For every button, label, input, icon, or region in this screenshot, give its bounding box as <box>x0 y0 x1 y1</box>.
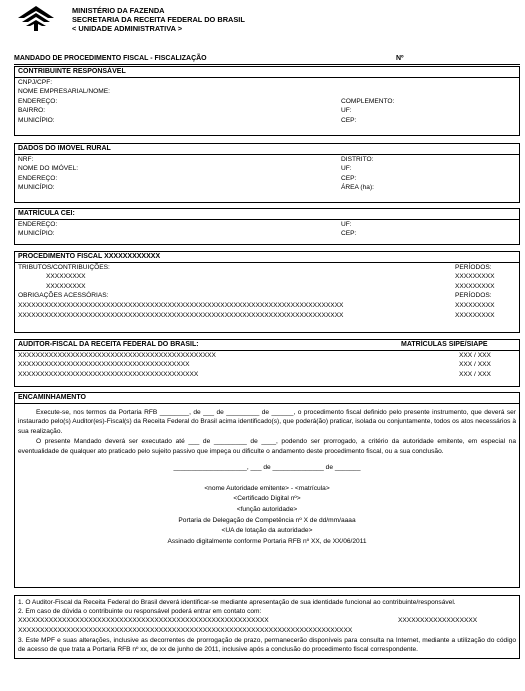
signature-digital-note: Assinado digitalmente conforme Portaria RFB nº XX, de XX/06/2011 <box>167 537 367 545</box>
auditor-2: XXXXXXXXXXXXXXXXXXXXXXXXXXXXXXXXXXXXXXX <box>18 361 190 369</box>
imovel-rural-section <box>14 143 520 203</box>
header-text <box>72 6 245 34</box>
notas-section <box>14 595 520 659</box>
distrito-label: DISTRITO: <box>341 155 374 163</box>
contato-1: XXXXXXXXXXXXXXXXXXXXXXXXXXXXXXXXXXXXXXXXXXXXXXXXXXXXXXXXX <box>18 616 269 624</box>
matricula-1: XXX / XXX <box>459 351 491 359</box>
procedimento-title: PROCEDIMENTO FISCAL XXXXXXXXXXXX <box>15 253 519 263</box>
mandado-numero-label: Nº <box>396 55 404 62</box>
procedimento-fiscal-section <box>14 251 520 333</box>
nota-2: 2. Em caso de dúvida o contribuinte ou responsável poderá entrar em contato com: <box>18 608 262 616</box>
cei-endereco-label: ENDEREÇO: <box>18 220 58 228</box>
obrigacao-1: XXXXXXXXXXXXXXXXXXXXXXXXXXXXXXXXXXXXXXXXXXXXXXXXXXXXXXXXXXXXXXXXXXXXXXXXXX <box>18 301 344 309</box>
periodo-4: XXXXXXXXX <box>455 311 495 319</box>
periodo-3: XXXXXXXXX <box>455 301 495 309</box>
tributo-1: XXXXXXXXX <box>46 273 86 281</box>
cei-cep-label: CEP: <box>341 230 357 238</box>
imovel-cep-label: CEP: <box>341 174 357 182</box>
tributos-label: TRIBUTOS/CONTRIBUIÇÕES: <box>18 263 110 271</box>
signature-authority-name: <nome Autoridade emitente> - <matrícula> <box>204 484 330 492</box>
nrf-label: NRF: <box>18 155 34 163</box>
nota-3: 3. Este MPF e suas alterações, inclusive as decorrentes de prorrogação de prazo, permanecerão disponíveis para consulta na Internet, mediante a utilização do código de acesso de que trata a Portaria RFB nº xx, de xx de junho de 2011, inclusive após a conclusão do procedimento fiscal correspondente. <box>18 636 516 654</box>
mandado-title: MANDADO DE PROCEDIMENTO FISCAL - FISCALIZAÇÃO <box>14 55 207 62</box>
municipio-label: MUNICÍPIO: <box>18 116 55 124</box>
matricula-3: XXX / XXX <box>459 370 491 378</box>
imovel-uf-label: UF: <box>341 165 352 173</box>
endereco-label: ENDEREÇO: <box>18 97 58 105</box>
contato-2: XXXXXXXXXXXXXXXXXXXXXXXXXXXXXXXXXXXXXXXXXXXXXXXXXXXXXXXXXXXXXXXXXXXXXXXXXXXX <box>18 627 353 635</box>
date-line: ____________________, ___ de ______________ de _______ <box>173 464 361 472</box>
nome-label: NOME EMPRESARIAL/NOME: <box>18 88 110 96</box>
contribuinte-section <box>14 66 520 136</box>
cep-label: CEP: <box>341 116 357 124</box>
nome-imovel-label: NOME DO IMÓVEL: <box>18 165 79 173</box>
periodo-1: XXXXXXXXX <box>455 273 495 281</box>
imovel-municipio-label: MUNICÍPIO: <box>18 184 55 192</box>
ministry-name: MINISTÉRIO DA FAZENDA <box>72 6 165 15</box>
signature-delegation: Portaria de Delegação de Competência nº X de dd/mm/aaaa <box>178 516 356 524</box>
periodo-2: XXXXXXXXX <box>455 282 495 290</box>
tributo-2: XXXXXXXXX <box>46 282 86 290</box>
mandado-title-bar <box>14 54 520 65</box>
periodos-label: PERÍODOS: <box>455 263 492 271</box>
signature-function: <função autoridade> <box>236 505 298 513</box>
cei-municipio-label: MUNICÍPIO: <box>18 230 55 238</box>
auditor-title: AUDITOR-FISCAL DA RECEITA FEDERAL DO BRASIL: <box>18 341 199 348</box>
matriculas-title: MATRÍCULAS SIPE/SIAPE <box>401 341 488 348</box>
nota-1: 1. O Auditor-Fiscal da Receita Federal do Brasil deverá identificar-se mediante apresentação de sua identidade funcional ao contribuinte/responsável. <box>18 599 456 606</box>
imovel-endereco-label: ENDEREÇO: <box>18 174 58 182</box>
document-header <box>16 2 516 42</box>
signature-block <box>18 484 516 548</box>
cnpj-label: CNPJ/CPF: <box>18 78 53 86</box>
encaminhamento-section <box>14 392 520 588</box>
auditor-fiscal-section <box>14 339 520 387</box>
obrigacao-2: XXXXXXXXXXXXXXXXXXXXXXXXXXXXXXXXXXXXXXXXXXXXXXXXXXXXXXXXXXXXXXXXXXXXXXXXXX <box>18 311 344 319</box>
area-label: ÁREA (ha): <box>341 184 374 192</box>
obrigacoes-label: OBRIGAÇÕES ACESSÓRIAS: <box>18 292 109 300</box>
secretaria-name: SECRETARIA DA RECEITA FEDERAL DO BRASIL <box>72 15 245 25</box>
imovel-title: DADOS DO IMÓVEL RURAL <box>15 145 519 155</box>
bairro-label: BAIRRO: <box>18 107 46 115</box>
uf-label: UF: <box>341 107 352 115</box>
matricula-2: XXX / XXX <box>459 361 491 369</box>
brasao-logo-icon <box>16 2 56 32</box>
cei-uf-label: UF: <box>341 220 352 228</box>
auditor-3: XXXXXXXXXXXXXXXXXXXXXXXXXXXXXXXXXXXXXXXXX <box>18 370 199 378</box>
contribuinte-title: CONTRIBUINTE RESPONSÁVEL <box>15 68 519 78</box>
auditor-1: XXXXXXXXXXXXXXXXXXXXXXXXXXXXXXXXXXXXXXXXXXXXX <box>18 351 216 359</box>
signature-certificate: <Certificado Digital nº> <box>233 495 301 503</box>
matricula-cei-section <box>14 208 520 245</box>
contato-1b: XXXXXXXXXXXXXXXXXX <box>398 616 478 624</box>
signature-unit: <UA de lotação da autoridade> <box>221 527 313 535</box>
complemento-label: COMPLEMENTO: <box>341 97 395 105</box>
encaminhamento-paragraph-1: Execute-se, nos termos da Portaria RFB ________, de ___ de _________ de ______, o procedimento fiscal definido pelo presente instrumento, que deverá ser instaurado pelo(s) Auditor(es)-Fiscal(s) da Receita Federal do Brasil acima identificado(s), que poderá(ão) praticar, isolada ou conjuntamente, todos os atos necessários à sua realização. <box>18 408 516 435</box>
unidade-administrativa: < UNIDADE ADMINISTRATIVA > <box>72 24 183 34</box>
cei-title: MATRÍCULA CEI: <box>15 210 519 220</box>
encaminhamento-title: ENCAMINHAMENTO <box>15 394 519 404</box>
encaminhamento-paragraph-2: O presente Mandado deverá ser executado até ___ de _________ de ____, podendo ser prorrogado, a critério da autoridade emitente, em especial na eventualidade de qualquer ato praticado pelo sujeito passivo que impeça ou dificulte o andamento deste procedimento fiscal, ou a sua conclusão. <box>18 437 516 455</box>
periodos-label-2: PERÍODOS: <box>455 292 492 300</box>
auditor-title-bar <box>15 341 519 351</box>
